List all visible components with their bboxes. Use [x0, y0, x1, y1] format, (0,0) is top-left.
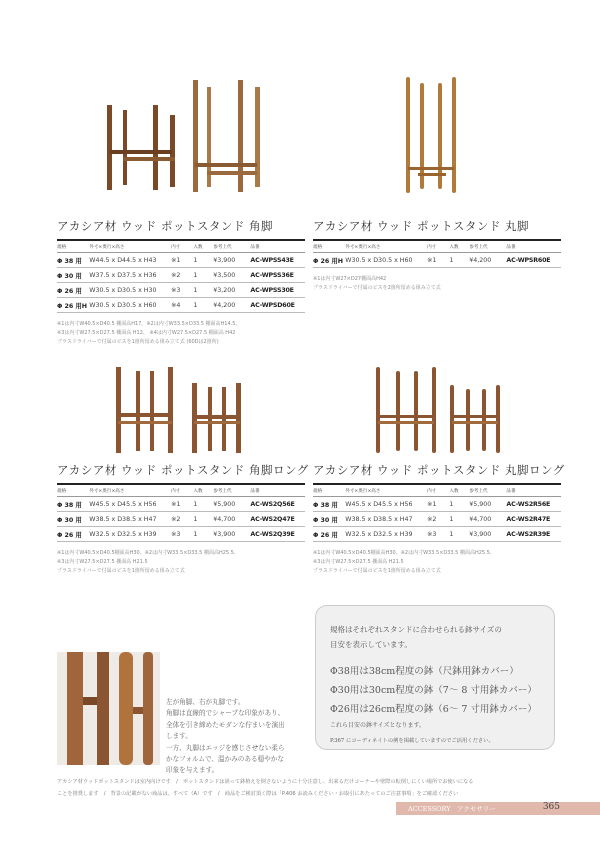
table-cell: ※1 — [427, 253, 449, 268]
section-note: ※3は内寸W27.5×D27.5 棚面高 H21.5 — [57, 559, 148, 565]
table-row — [313, 512, 561, 527]
table-cell: W32.5 x D32.5 x H39 — [345, 527, 427, 542]
table-row — [313, 527, 561, 542]
info-note: これら目安の鉢サイズとなります。 — [330, 722, 426, 729]
column-header: 参考上代 — [469, 240, 506, 253]
table-cell: ¥4,200 — [213, 298, 250, 313]
table-cell: ¥5,900 — [213, 497, 250, 512]
column-header: 入数 — [449, 240, 469, 253]
table-cell: Φ 26 用 — [313, 527, 345, 542]
table-row — [57, 253, 305, 268]
column-header: 内寸 — [427, 240, 449, 253]
section-note: ※1は内寸W40.5×D40.5 棚面高H17、※2は内寸W33.5×D33.5 棚面高H14.5、 — [57, 321, 241, 327]
size-info-box — [315, 605, 555, 750]
table-header — [313, 240, 561, 253]
table-cell: ※4 — [171, 298, 193, 313]
table-row — [57, 497, 305, 512]
table-row — [57, 298, 305, 313]
table-cell: Φ 26 用 — [57, 527, 89, 542]
table-header — [57, 484, 305, 497]
section-note: プラスドライバーで付属のビスを1箇所留める組み立て式 — [57, 568, 185, 574]
column-header: 入数 — [449, 484, 469, 497]
table-cell: 1 — [449, 512, 469, 527]
column-header: 内寸 — [427, 484, 449, 497]
table-cell: AC-WPSR60E — [506, 253, 561, 268]
footer-line: アカシア材ウッドポットスタンドは室内向けです / ポットスタンドは誤って鉢植えを倒さないように十分注意し、出来るだけコーナーや壁際の転倒しにくい場所でお使いになる — [57, 779, 474, 785]
table-cell: AC-WPSS30E — [250, 283, 305, 298]
table-cell: Φ 30 用 — [57, 268, 89, 283]
table-cell: ※3 — [427, 527, 449, 542]
column-header: 規格 — [57, 484, 89, 497]
table-cell: ¥5,900 — [469, 497, 506, 512]
column-header: 外寸×奥行×高さ — [89, 484, 171, 497]
table-cell: W30.5 x D30.5 x H60 — [345, 253, 427, 268]
product-image-square-legs — [95, 75, 275, 195]
table-cell: ※2 — [171, 268, 193, 283]
spec-table — [57, 239, 305, 313]
footer-line: ことを推奨します / 背景の記載がない商品は、すべて（A）です / 商品をご検討頂く際は「P.406 お読みください・お取引にあたってのご注意事項」をご確認ください — [57, 791, 459, 797]
table-cell: Φ 38 用 — [57, 497, 89, 512]
desc-line: 一方、丸脚はエッジを感じさせない柔ら — [166, 743, 285, 752]
category-band — [396, 802, 600, 815]
table-cell: ※1 — [171, 253, 193, 268]
table-cell: W37.5 x D37.5 x H36 — [89, 268, 171, 283]
table-cell: 1 — [193, 298, 213, 313]
table-cell: AC-WS2R39E — [506, 527, 561, 542]
column-header: 外寸×奥行×高さ — [89, 240, 171, 253]
table-cell: AC-WS2Q47E — [250, 512, 305, 527]
column-header: 入数 — [193, 240, 213, 253]
table-row — [57, 527, 305, 542]
table-cell: 1 — [449, 497, 469, 512]
table-cell: AC-WPSD60E — [250, 298, 305, 313]
spec-table — [57, 483, 305, 542]
table-cell: Φ 30 用 — [313, 512, 345, 527]
column-header: 参考上代 — [213, 240, 250, 253]
desc-line: 左が角脚、右が丸脚です。 — [166, 698, 245, 706]
table-cell: ¥3,900 — [469, 527, 506, 542]
description-text — [166, 697, 285, 777]
column-header: 品番 — [250, 240, 305, 253]
table-cell: W44.5 x D44.5 x H43 — [89, 253, 171, 268]
table-cell: W30.5 x D30.5 x H30 — [89, 283, 171, 298]
column-header: 品番 — [250, 484, 305, 497]
table-row — [57, 283, 305, 298]
table-cell: 1 — [193, 527, 213, 542]
table-cell: W38.5 x D38.5 x H47 — [345, 512, 427, 527]
table-cell: Φ 26 用 — [57, 283, 89, 298]
column-header: 外寸×奥行×高さ — [345, 240, 427, 253]
table-row — [313, 497, 561, 512]
column-header: 外寸×奥行×高さ — [345, 484, 427, 497]
desc-line: 角脚は直線的でシャープな印象があり、 — [166, 709, 285, 718]
table-cell: ※3 — [171, 283, 193, 298]
desc-line: します。 — [166, 732, 192, 741]
table-cell: ※3 — [171, 527, 193, 542]
table-cell: 1 — [193, 283, 213, 298]
table-cell: W32.5 x D32.5 x H39 — [89, 527, 171, 542]
table-cell: ¥4,200 — [469, 253, 506, 268]
table-cell: AC-WPSS36E — [250, 268, 305, 283]
info-lead: 目安を表示しています。 — [330, 640, 412, 649]
column-header: 入数 — [193, 484, 213, 497]
section-note: プラスドライバーで付属のビスを1箇所留める組み立て式 — [313, 568, 441, 574]
desc-line: 全体を引き締めたモダンな佇まいを演出 — [166, 720, 285, 729]
table-cell: AC-WS2R56E — [506, 497, 561, 512]
table-cell: 1 — [193, 268, 213, 283]
info-size: Φ26用は26cm程度の鉢（6〜 7 寸用鉢カバー） — [330, 704, 537, 715]
table-cell: ※2 — [171, 512, 193, 527]
product-section — [57, 218, 305, 347]
table-cell: ¥3,200 — [213, 283, 250, 298]
table-cell: 1 — [193, 497, 213, 512]
section-title: アカシア材 ウッド ポットスタンド 角脚ロング — [57, 463, 309, 477]
column-header: 規格 — [57, 240, 89, 253]
desc-line: 印象を与えます。 — [166, 766, 219, 775]
product-image-round-long — [370, 365, 510, 455]
section-note: ※3は内寸W27.5×D27.5 棚面高 H12、 ※4は内寸W27.5×D27.5 棚面高 H42 — [57, 330, 236, 336]
detail-photo-legs — [57, 652, 160, 765]
section-note: ※1は内寸W27×D27棚面高H42 — [313, 276, 387, 282]
table-cell: ※1 — [427, 497, 449, 512]
table-cell: 1 — [449, 253, 469, 268]
table-cell: AC-WS2Q39E — [250, 527, 305, 542]
section-note: ※1は内寸W40.5×D40.5棚面高H30、※2は内寸W33.5×D33.5 棚面高H25.5、 — [313, 550, 495, 556]
table-cell: W30.5 x D30.5 x H60 — [89, 298, 171, 313]
column-header: 参考上代 — [213, 484, 250, 497]
section-title: アカシア材 ウッド ポットスタンド 角脚 — [57, 219, 274, 233]
table-cell: Φ 26 用H — [313, 253, 345, 268]
column-header: 内寸 — [171, 484, 193, 497]
table-cell: ※2 — [427, 512, 449, 527]
column-header: 規格 — [313, 484, 345, 497]
section-note: プラスドライバーで付属のビスを1箇所留める組み立て式 (60Dは2箇所) — [57, 339, 219, 345]
section-note: ※3は内寸W27.5×D27.5 棚面高 H21.5 — [313, 559, 404, 565]
column-header: 規格 — [313, 240, 345, 253]
table-header — [313, 484, 561, 497]
table-cell: 1 — [449, 527, 469, 542]
table-cell: ¥3,900 — [213, 253, 250, 268]
section-note: プラスドライバーで付属のビスを2箇所留める組み立て式 — [313, 285, 441, 291]
table-cell: 1 — [193, 512, 213, 527]
table-cell: Φ 30 用 — [57, 512, 89, 527]
table-cell: Φ 38 用 — [57, 253, 89, 268]
table-cell: AC-WPSS43E — [250, 253, 305, 268]
table-cell: W45.5 x D45.5 x H56 — [89, 497, 171, 512]
table-cell: ¥4,700 — [213, 512, 250, 527]
section-title: アカシア材 ウッド ポットスタンド 丸脚ロング — [313, 463, 565, 477]
page-number: 365 — [542, 802, 560, 812]
table-cell: W38.5 x D38.5 x H47 — [89, 512, 171, 527]
product-image-round-legs — [398, 75, 468, 195]
table-cell: ¥3,500 — [213, 268, 250, 283]
product-section — [57, 462, 309, 576]
table-cell: AC-WS2Q56E — [250, 497, 305, 512]
info-ref[interactable]: P.367 にコーディネイトの例を掲載していますのでご活用ください。 — [330, 738, 494, 744]
table-cell: ¥3,900 — [213, 527, 250, 542]
table-cell: ¥4,700 — [469, 512, 506, 527]
table-cell: ※1 — [171, 497, 193, 512]
spec-table — [313, 483, 561, 542]
column-header: 内寸 — [171, 240, 193, 253]
table-row — [313, 253, 561, 268]
table-cell: W45.5 x D45.5 x H56 — [345, 497, 427, 512]
column-header: 品番 — [506, 240, 561, 253]
desc-line: かなフォルムで、温かみのある穏やかな — [166, 755, 284, 764]
column-header: 参考上代 — [469, 484, 506, 497]
table-header — [57, 240, 305, 253]
spec-table — [313, 239, 561, 268]
info-size: Φ38用は38cm程度の鉢（尺鉢用鉢カバー） — [330, 666, 519, 677]
table-cell: AC-WS2R47E — [506, 512, 561, 527]
footer-notes — [57, 776, 474, 800]
table-row — [57, 268, 305, 283]
section-title: アカシア材 ウッド ポットスタンド 丸脚 — [313, 219, 530, 233]
table-cell: Φ 38 用 — [313, 497, 345, 512]
info-size: Φ30用は30cm程度の鉢（7〜 8 寸用鉢カバー） — [330, 685, 537, 696]
product-section — [313, 462, 565, 576]
info-lead: 規格はそれぞれスタンドに合わせられる鉢サイズの — [330, 625, 502, 634]
table-row — [57, 512, 305, 527]
section-note: ※1は内寸W40.5×D40.5棚面高H30、※2は内寸W33.5×D33.5 棚面高H25.5、 — [57, 550, 239, 556]
table-cell: 1 — [193, 253, 213, 268]
category-label: ACCESSORY アクセサリー — [408, 805, 496, 813]
table-cell: Φ 26 用H — [57, 298, 89, 313]
product-section — [313, 218, 561, 293]
column-header: 品番 — [506, 484, 561, 497]
product-image-square-long — [108, 365, 248, 455]
